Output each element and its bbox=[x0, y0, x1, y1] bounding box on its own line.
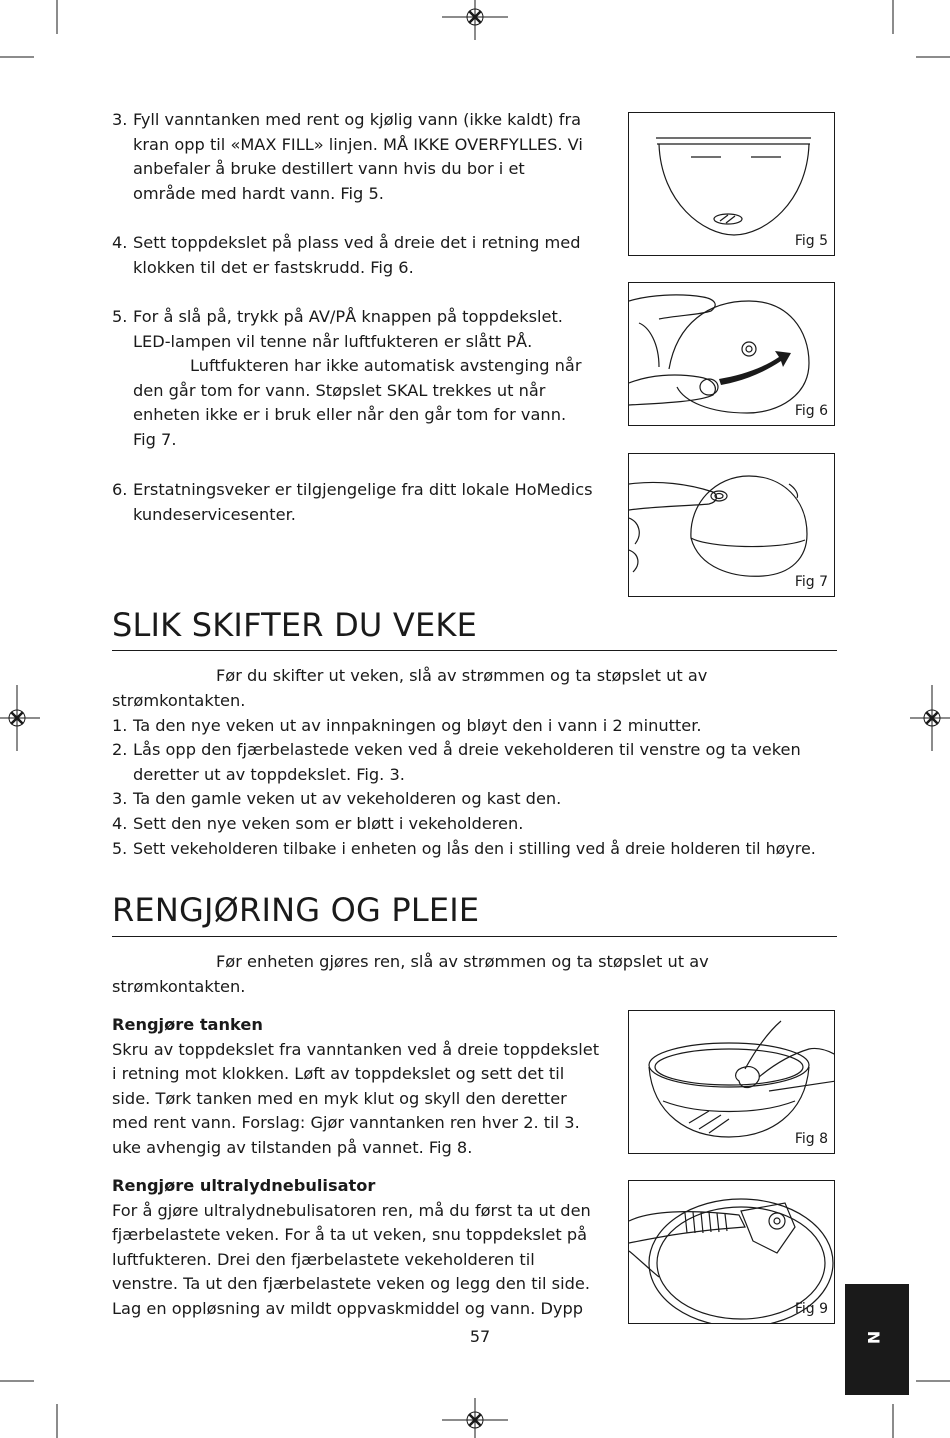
divider bbox=[112, 650, 837, 651]
step-5 bbox=[112, 305, 592, 453]
section-title-wick: SLIK SKIFTER DU VEKE bbox=[112, 606, 478, 644]
figure-7 bbox=[628, 453, 835, 597]
step-number: 3. bbox=[112, 789, 128, 808]
step-text: Sett vekeholderen tilbake i enheten og lås den i stilling ved å dreie holderen til høyre. bbox=[133, 839, 816, 858]
language-tab-label: N bbox=[864, 1330, 884, 1345]
step-text: Ta den nye veken ut av innpakningen og bløyt den i vann i 2 minutter. bbox=[133, 716, 702, 735]
figure-5 bbox=[628, 112, 835, 256]
step-4 bbox=[112, 231, 592, 280]
registration-mark-right bbox=[910, 685, 950, 751]
nebulizer-cleaning-block bbox=[112, 1174, 602, 1322]
step-number: 5. bbox=[112, 307, 128, 326]
step-number: 6. bbox=[112, 480, 128, 499]
step-text: Sett toppdekslet på plass ved å dreie det i retning med klokken til det er fastskrudd. Fig 6. bbox=[133, 233, 581, 277]
registration-mark-left bbox=[0, 685, 40, 751]
registration-mark-bottom bbox=[442, 1398, 508, 1438]
figure-caption: Fig 9 bbox=[794, 1301, 828, 1317]
clean-intro-text: Før enheten gjøres ren, slå av strømmen og ta støpslet ut av strømkontakten. bbox=[112, 952, 709, 996]
rotate-arrow-icon bbox=[719, 351, 791, 385]
figure-caption: Fig 6 bbox=[794, 403, 828, 419]
wick-step-2 bbox=[112, 738, 812, 787]
step-text: Ta den gamle veken ut av vekeholderen og kast den. bbox=[133, 789, 562, 808]
step-6 bbox=[112, 478, 602, 527]
figure-caption: Fig 8 bbox=[794, 1131, 828, 1147]
wick-step-4 bbox=[112, 812, 837, 837]
step-number: 5. bbox=[112, 839, 128, 858]
language-tab bbox=[845, 1284, 909, 1395]
step-3 bbox=[112, 108, 592, 206]
figure-9 bbox=[628, 1180, 835, 1324]
step-number: 2. bbox=[112, 740, 128, 759]
figure-caption: Fig 7 bbox=[794, 574, 828, 590]
tank-heading: Rengjøre tanken bbox=[112, 1015, 263, 1034]
step-text: Erstatningsveker er tilgjengelige fra ditt lokale HoMedics kundeservicesenter. bbox=[133, 480, 593, 524]
wick-intro bbox=[112, 664, 712, 713]
wick-step-3 bbox=[112, 787, 837, 812]
wick-step-5 bbox=[112, 837, 852, 862]
registration-mark-top bbox=[442, 0, 508, 40]
tank-cleaning-block bbox=[112, 1013, 602, 1161]
wick-intro-text: Før du skifter ut veken, slå av strømmen og ta støpslet ut av strømkontakten. bbox=[112, 666, 708, 710]
step-number: 4. bbox=[112, 233, 128, 252]
figure-6 bbox=[628, 282, 835, 426]
step-text-b: Luftfukteren har ikke automatisk avstenging når den går tom for vann. Støpslet SKAL trekkes ut når enheten ikke er i bruk eller når den går tom for vann. Fig 7. bbox=[133, 356, 582, 449]
step-number: 1. bbox=[112, 716, 128, 735]
section-title-cleaning: RENGJØRING OG PLEIE bbox=[112, 891, 480, 929]
tank-text: Skru av toppdekslet fra vanntanken ved å dreie toppdekslet i retning mot klokken. Løft av toppdekslet og sett det til side. Tørk tanken med en myk klut og skyll den deretter med rent vann. Forslag: Gjør vanntanken ren hver 2. til 3. uke avhengig av tilstanden på vannet. Fig 8. bbox=[112, 1039, 600, 1157]
step-text: Fyll vanntanken med rent og kjølig vann (ikke kaldt) fra kran opp til «MAX FILL» linjen. MÅ IKKE OVERFYLLES. Vi anbefaler å bruke destillert vann hvis du bor i et område med hardt vann. Fig 5. bbox=[133, 110, 583, 203]
nebulizer-heading: Rengjøre ultralydnebulisator bbox=[112, 1176, 376, 1195]
wick-step-1 bbox=[112, 714, 837, 739]
divider bbox=[112, 936, 837, 937]
figure-8 bbox=[628, 1010, 835, 1154]
step-text: Sett den nye veken som er bløtt i vekeholderen. bbox=[133, 814, 524, 833]
step-text: Lås opp den fjærbelastede veken ved å dreie vekeholderen til venstre og ta veken deretter ut av toppdekslet. Fig. 3. bbox=[133, 740, 801, 784]
figure-caption: Fig 5 bbox=[794, 233, 828, 249]
step-number: 4. bbox=[112, 814, 128, 833]
step-text bbox=[133, 305, 592, 453]
step-text-a: For å slå på, trykk på AV/PÅ knappen på toppdekslet. LED-lampen vil tenne når luftfukteren er slått PÅ. bbox=[133, 307, 563, 351]
clean-intro bbox=[112, 950, 712, 999]
nebulizer-text: For å gjøre ultralydnebulisatoren ren, må du først ta ut den fjærbelastete veken. For å ta ut veken, snu toppdekslet på luftfukteren. Drei den fjærbelastete vekeholderen til venstre. Ta ut den fjærbelastete veken og legg den til side. Lag en oppløsning av mildt oppvaskmiddel og vann. Dypp bbox=[112, 1200, 591, 1318]
step-number: 3. bbox=[112, 110, 128, 129]
page-number: 57 bbox=[469, 1327, 491, 1346]
